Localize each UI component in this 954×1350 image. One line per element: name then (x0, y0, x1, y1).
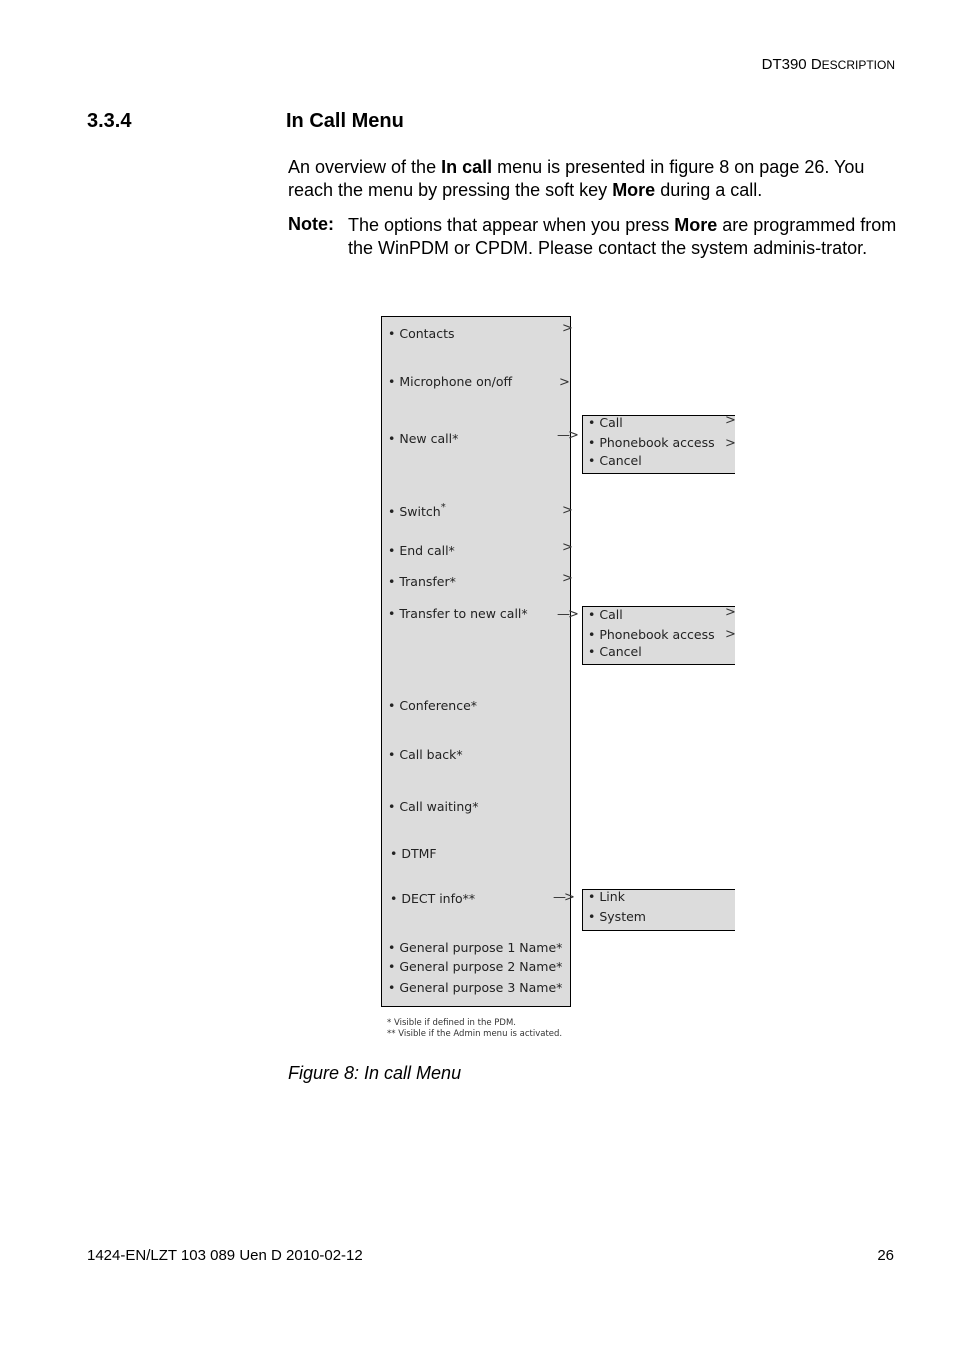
note-label: Note: (288, 214, 334, 234)
arrow-right-icon: —> (557, 607, 577, 622)
chevron-right-icon: > (559, 375, 570, 390)
menu-item-general-purpose-3: • General purpose 3 Name* (388, 980, 563, 995)
submenu-item-phonebook: • Phonebook access (588, 627, 715, 642)
chevron-right-icon: > (562, 321, 573, 336)
menu-item-dect-info: • DECT info** (390, 891, 476, 906)
menu-item-general-purpose-1: • General purpose 1 Name* (388, 940, 563, 955)
submenu-item-system: • System (588, 909, 646, 924)
menu-item-conference: • Conference* (388, 698, 478, 713)
footer-page-number: 26 (877, 1247, 894, 1264)
menu-item-call-waiting: • Call waiting* (388, 799, 479, 814)
section-title: In Call Menu (286, 110, 404, 132)
submenu-item-call: • Call (588, 607, 623, 622)
intro-paragraph: An overview of the In call menu is presented in figure 8 on page 26. You reach the menu by pressing the soft key More during a call. (288, 157, 865, 200)
running-header: DT390 DESCRIPTION (761, 56, 895, 73)
arrow-right-icon: —> (553, 890, 573, 905)
chevron-right-icon: > (562, 540, 573, 555)
menu-item-switch: • Switch* (388, 502, 446, 520)
footnote-pdm: * Visible if defined in the PDM. (387, 1018, 516, 1028)
submenu-item-phonebook: • Phonebook access (588, 435, 715, 450)
chevron-right-icon: > (562, 503, 573, 518)
menu-item-transfer: • Transfer* (388, 574, 456, 589)
submenu-item-cancel: • Cancel (588, 644, 642, 659)
chevron-right-icon: > (562, 571, 573, 586)
footer-doc-id: 1424-EN/LZT 103 089 Uen D 2010-02-12 (87, 1247, 363, 1264)
submenu-item-call: • Call (588, 415, 623, 430)
submenu-item-link: • Link (588, 889, 625, 904)
menu-item-transfer-new-call: • Transfer to new call* (388, 606, 528, 621)
figure-caption: Figure 8: In call Menu (288, 1063, 462, 1083)
chevron-right-icon: > (725, 436, 736, 451)
menu-item-contacts: • Contacts (388, 326, 455, 341)
menu-item-call-back: • Call back* (388, 747, 463, 762)
menu-item-end-call: • End call* (388, 543, 455, 558)
menu-item-new-call: • New call* (388, 431, 459, 446)
submenu-item-cancel: • Cancel (588, 453, 642, 468)
chevron-right-icon: > (725, 413, 736, 428)
arrow-right-icon: —> (557, 428, 577, 443)
section-number: 3.3.4 (87, 110, 132, 132)
chevron-right-icon: > (725, 627, 736, 642)
note-text: The options that appear when you press More are programmed from the WinPDM or CPDM. Please contact the system adminis-trator. (348, 215, 897, 258)
menu-item-dtmf: • DTMF (390, 846, 437, 861)
chevron-right-icon: > (725, 605, 736, 620)
menu-item-microphone: • Microphone on/off (388, 374, 513, 389)
menu-item-general-purpose-2: • General purpose 2 Name* (388, 959, 563, 974)
footnote-admin: ** Visible if the Admin menu is activated. (387, 1029, 563, 1039)
